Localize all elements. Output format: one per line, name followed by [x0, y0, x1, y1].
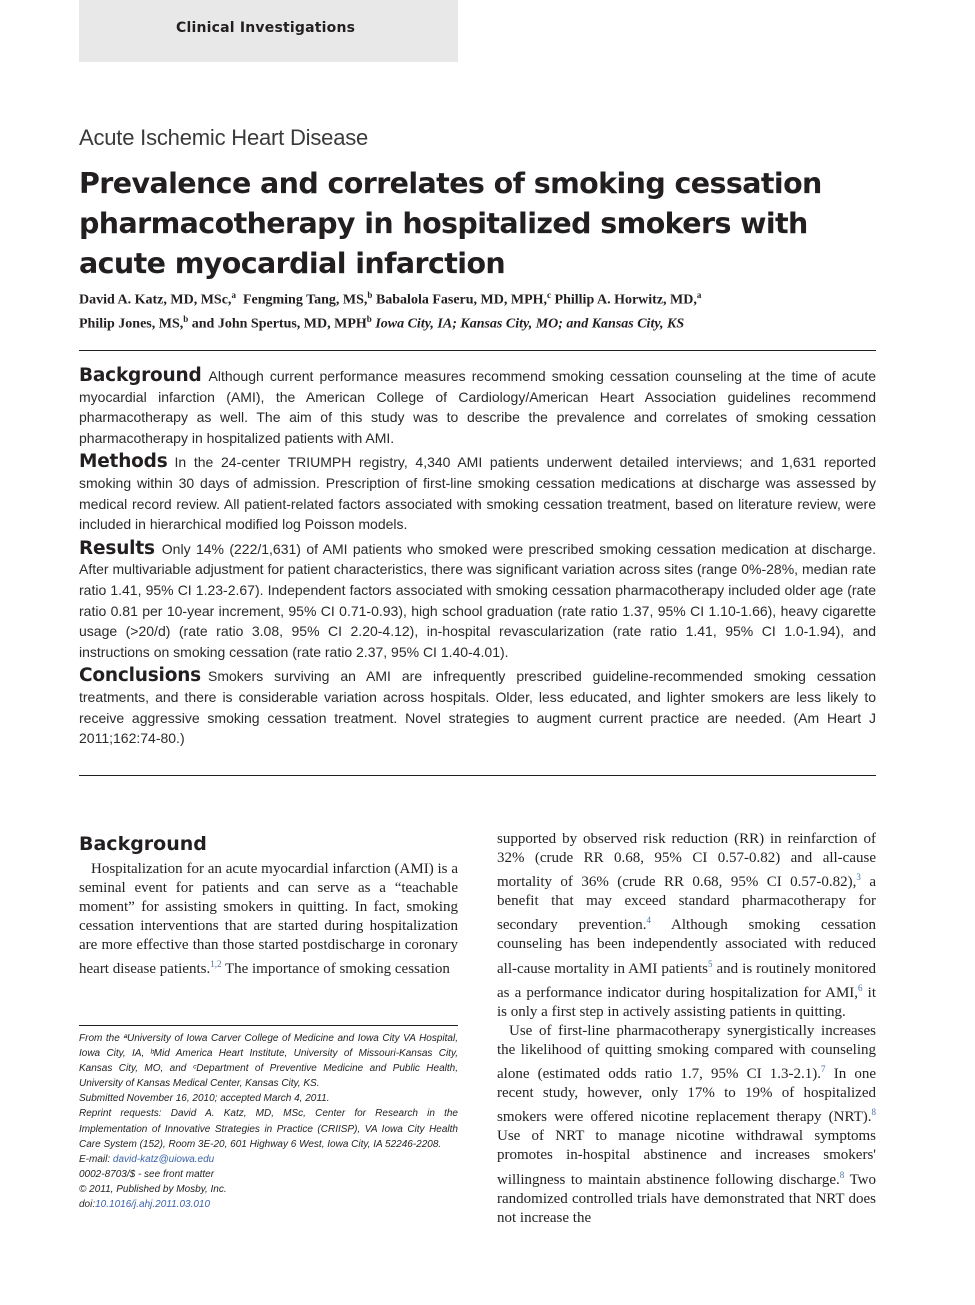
- affiliation-marker: c: [547, 290, 552, 300]
- issn-line: 0002-8703/$ - see front matter: [79, 1168, 215, 1180]
- author-name: Fengming Tang, MS,: [242, 292, 368, 308]
- journal-section-banner: [79, 0, 458, 62]
- citation-link[interactable]: 4: [646, 915, 652, 926]
- author-name: Babalola Faseru, MD, MPH,: [375, 292, 548, 308]
- body-column-right: [497, 830, 876, 1228]
- affiliation-marker: a: [696, 290, 702, 300]
- citation-link[interactable]: 7: [821, 1064, 826, 1075]
- citation-link[interactable]: 8: [871, 1107, 876, 1118]
- citation-link[interactable]: 1,2: [210, 959, 222, 969]
- abstract-text: Only 14% (222/1,631) of AMI patients who smoked were prescribed smoking cessation medication at discharge. After multivariable adjustment for patient characteristics, there was significant variation across sites (range 0%-28%, median rate ratio 1.41, 95% CI 1.23-2.67). Independent factors associated with smoking cessation pharmacotherapy included older age (rate ratio 0.81 per 10-year increment, 95% CI 0.71-0.93), high school graduation (rate ratio 1.37, 95% CI 1.10-1.66), heavy cigarette usage (>20/d) (rate ratio 3.08, 95% CI 2.20-4.12), in-hospital revascularization (rate ratio 1.41, 95% CI 1.0-1.94), and instructions on smoking cessation (rate ratio 2.37, 95% CI 1.40-4.01).: [79, 540, 876, 660]
- affiliation-marker: a: [231, 290, 236, 300]
- affiliation-marker: b: [366, 313, 372, 324]
- citation-link[interactable]: 5: [707, 958, 713, 969]
- journal-section-label: Clinical Investigations: [176, 20, 356, 36]
- abstract-background: [79, 366, 876, 448]
- author-name: Phillip A. Horwitz, MD,: [554, 292, 697, 308]
- author-name: David A. Katz, MD, MSc,: [79, 292, 232, 308]
- reprint-requests: Reprint requests: David A. Katz, MD, MSc, Center for Research in the Implementation of Innovative Strategies in Practice (CRIISP), VA Iowa City Health Care System (152), Room 3E-20, 601 Highway 6 West, Iowa City, IA 52246-2208.: [79, 1108, 458, 1150]
- abstract-bottom-divider: [79, 775, 876, 776]
- article-title: Prevalence and correlates of smoking cessation pharmacotherapy in hospitalized smokers with acute myocardial infarction: [79, 167, 822, 280]
- footnote-divider: [79, 1025, 458, 1026]
- abstract-heading: Results: [79, 537, 155, 559]
- abstract-methods: [79, 452, 876, 534]
- abstract-heading: Methods: [79, 451, 168, 473]
- abstract-results: [79, 539, 876, 663]
- abstract-top-divider: [79, 350, 876, 351]
- submission-dates: Submitted November 16, 2010; accepted March 4, 2011.: [79, 1093, 330, 1105]
- copyright-line: © 2011, Published by Mosby, Inc.: [79, 1183, 227, 1195]
- affiliation-marker: b: [183, 313, 189, 324]
- abstract-text: Although current performance measures recommend smoking cessation counseling at the time of acute myocardial infarction (AMI), the American College of Cardiology/American Heart Association guidelines recommend pharmacotherapy as well. The aim of this study was to describe the prevalence and correlates of smoking cessation pharmacotherapy in hospitalized patients with AMI.: [79, 368, 876, 446]
- author-name: and John Spertus, MD, MPH: [191, 316, 367, 332]
- citation-link[interactable]: 3: [856, 872, 861, 883]
- abstract-heading: Conclusions: [79, 665, 201, 687]
- author-locations: Iowa City, IA; Kansas City, MO; and Kansas City, KS: [375, 316, 685, 332]
- citation-link[interactable]: 8: [839, 1169, 845, 1180]
- article-footnotes: [79, 1031, 458, 1212]
- body-paragraph: Use of first-line pharmacotherapy synergistically increases the likelihood of quitting smoking compared with counseling alone (estimated odds ratio 1.7, 95% CI 1.3-2.1).$^7$ In one recent study, however, only 17% to 19% of hospitalized smokers were offered nicotine replacement therapy (NRT).$^8$ Use of NRT to manage nicotine withdrawal symptoms promotes in-hospital abstinence and increases smokers' willingness to maintain abstinence following discharge.$^8$ Two randomized controlled trials have demonstrated that NRT does not increase the: [497, 1022, 877, 1226]
- body-paragraph: supported by observed risk reduction (RR) in reinfarction of 32% (crude RR 0.68, 95% CI 0.57-0.82) and all-cause mortality of 36% (crude RR 0.68, 95% CI 0.57-0.82),$^3$ a benefit that may exceed standard pharmacotherapy for secondary prevention.$^4$ Although smoking cessation counseling has been independently associated with reduced all-cause mortality in AMI patients$^5$ and is routinely monitored as a performance indicator during hospitalization for AMI,$^6$ it is only a first step in actively assisting patients in quitting.: [497, 831, 876, 1020]
- author-name: Philip Jones, MS,: [79, 316, 184, 332]
- email-line: E-mail: david-katz@uiowa.edu: [79, 1153, 215, 1165]
- abstract-heading: Background: [79, 365, 202, 386]
- abstract-conclusions: [79, 666, 876, 748]
- body-section-heading: Background: [79, 833, 207, 855]
- author-list: [79, 286, 879, 333]
- abstract-text: Smokers surviving an AMI are infrequently prescribed guideline-recommended smoking cessation treatments, and there is considerable variation across hospitals. Older, less educated, and lighter smokers are less likely to receive aggressive smoking cessation treatment. Novel strategies to augment current practice are needed. (Am Heart J 2011;162:74-80.): [79, 668, 876, 747]
- affiliations-note: From the ªUniversity of Iowa Carver College of Medicine and Iowa City VA Hospital, Iowa City, IA, ᵇMid America Heart Institute, University of Missouri-Kansas City, Kansas City, MO, and ᶜDepartment of Preventive Medicine and Public Health, University of Kansas Medical Center, Kansas City, KS.: [79, 1033, 458, 1090]
- affiliation-marker: b: [367, 290, 373, 300]
- citation-link[interactable]: 6: [858, 982, 863, 993]
- body-column-left: [79, 830, 458, 979]
- abstract: [79, 366, 876, 753]
- email-link[interactable]: david-katz@uiowa.edu: [112, 1153, 215, 1165]
- abstract-text: In the 24-center TRIUMPH registry, 4,340 AMI patients underwent detailed interviews; and 1,631 reported smoking within 30 days of admission. Prescription of first-line smoking cessation medications at discharge was assessed by medical record review. All patient-related factors associated with smoking cessation treatment, based on literature review, were included in hierarchical modified log Poisson models.: [79, 454, 876, 533]
- doi-line: doi:10.1016/j.ahj.2011.03.010: [79, 1199, 211, 1211]
- body-paragraph: Hospitalization for an acute myocardial infarction (AMI) is a seminal event for patients and can serve as a “teachable moment” for assisting smokers in quitting. In fact, smoking cessation interventions that are started during hospitalization are more effective than those started postdischarge in coronary heart disease patients.$^{1,2}$ The importance of smoking cessation: [79, 861, 458, 977]
- article-category: Acute Ischemic Heart Disease: [79, 125, 369, 150]
- doi-link[interactable]: 10.1016/j.ahj.2011.03.010: [95, 1199, 211, 1211]
